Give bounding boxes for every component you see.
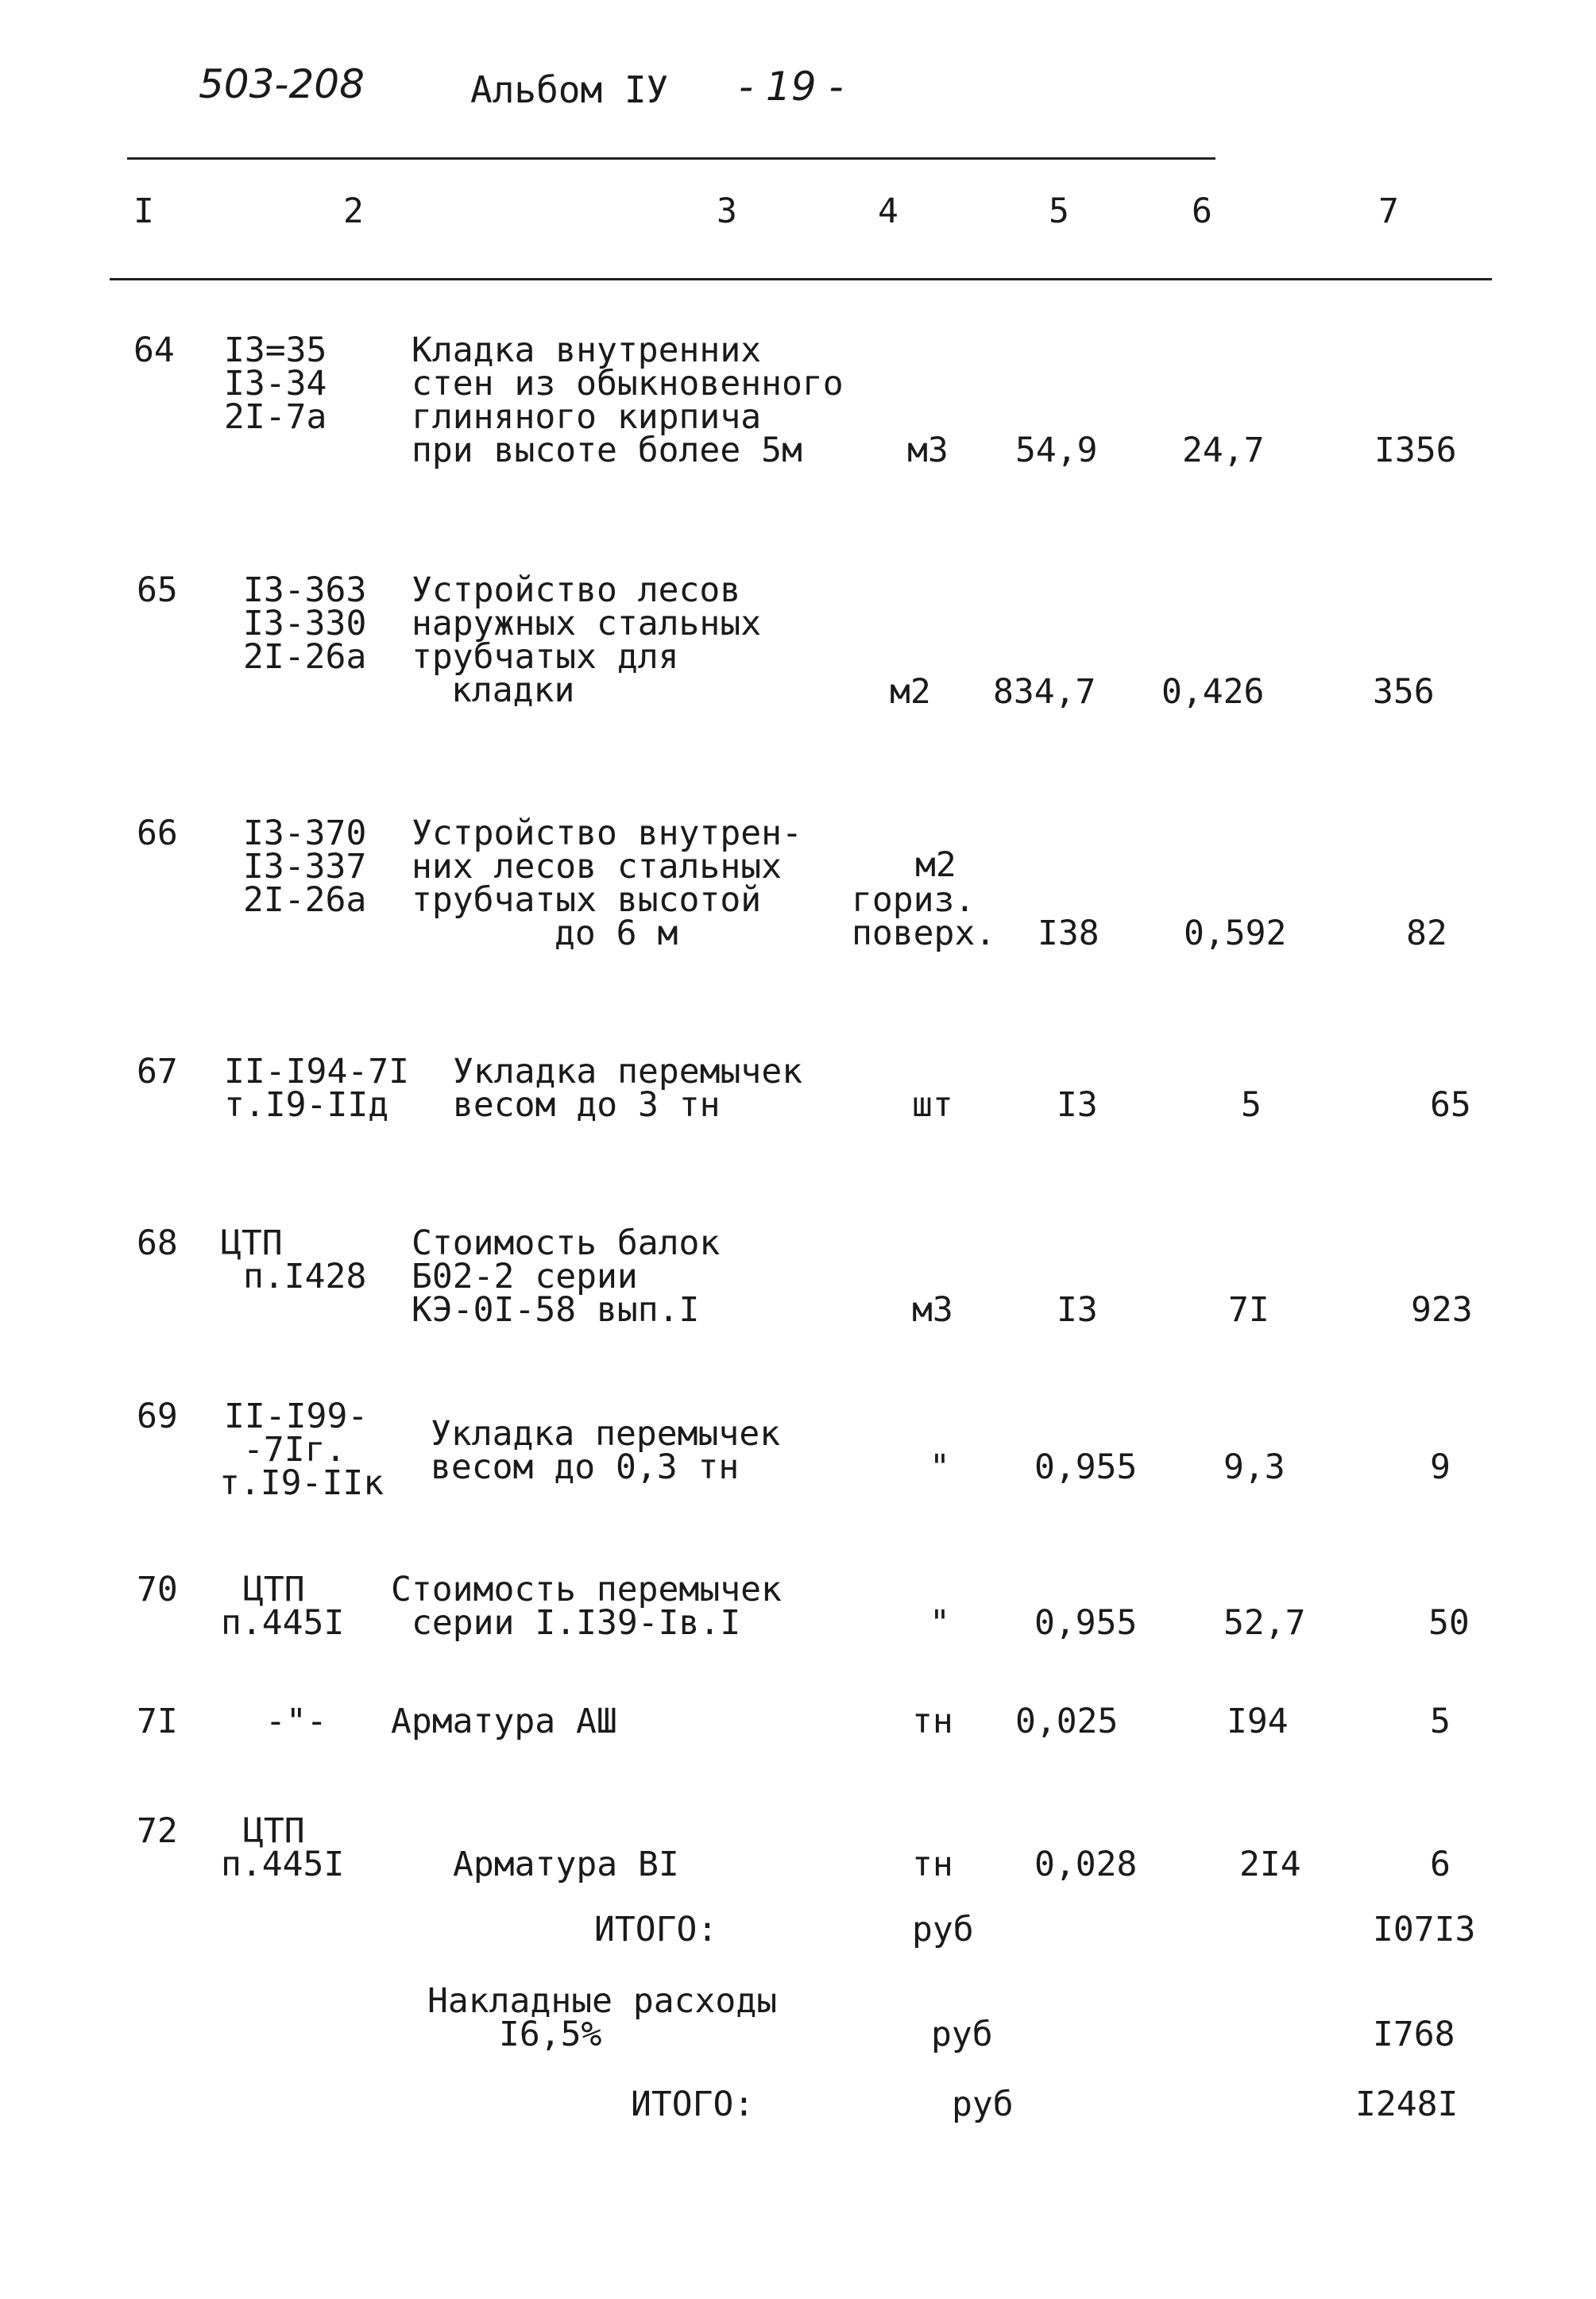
overhead-label: Накладные расходы bbox=[427, 1981, 778, 2021]
row-number: 72 bbox=[137, 1811, 178, 1851]
row-unit: " bbox=[929, 1447, 950, 1487]
row-price: 24,7 bbox=[1182, 431, 1265, 470]
row-unit: м3 bbox=[907, 431, 949, 470]
row-number: 68 bbox=[137, 1223, 178, 1263]
row-description: Стоимость балок bbox=[412, 1223, 721, 1263]
row-number: 65 bbox=[137, 570, 178, 610]
itogo-unit: руб bbox=[952, 2085, 1014, 2124]
row-qty: 834,7 bbox=[993, 672, 1096, 712]
row-description: глиняного кирпича bbox=[412, 397, 762, 437]
row-number: 64 bbox=[133, 330, 175, 370]
row-total: 356 bbox=[1373, 672, 1435, 712]
itogo-value: I07I3 bbox=[1373, 1910, 1476, 1949]
row-unit: м2 bbox=[915, 845, 956, 885]
col-header-4: 4 bbox=[878, 191, 898, 231]
row-code: I3-337 bbox=[243, 847, 367, 887]
row-qty: 54,9 bbox=[1015, 431, 1098, 470]
row-total: 6 bbox=[1430, 1845, 1451, 1884]
row-description: наружных стальных bbox=[412, 604, 762, 643]
row-description: кладки bbox=[451, 670, 575, 710]
row-description: Укладка перемычек bbox=[453, 1052, 803, 1092]
row-unit: шт bbox=[912, 1085, 953, 1125]
row-code: п.445I bbox=[221, 1603, 345, 1643]
row-unit: м3 bbox=[912, 1290, 953, 1330]
row-qty: I38 bbox=[1038, 914, 1099, 953]
row-qty: I3 bbox=[1057, 1085, 1098, 1125]
row-description: стен из обыкновенного bbox=[412, 364, 844, 404]
row-description: при высоте более 5м bbox=[412, 431, 802, 470]
page-number: - 19 - bbox=[739, 64, 844, 110]
row-code: I3-363 bbox=[243, 570, 367, 610]
row-code: II-I94-7I bbox=[224, 1052, 409, 1092]
row-code: 2I-26а bbox=[243, 637, 367, 677]
row-qty: 0,028 bbox=[1034, 1845, 1138, 1884]
row-code: I3-330 bbox=[243, 604, 367, 643]
row-code: ЦТП bbox=[243, 1811, 305, 1851]
row-unit: гориз. bbox=[852, 880, 976, 920]
header-bottom-rule bbox=[110, 278, 1492, 280]
row-qty: 0,025 bbox=[1015, 1702, 1119, 1741]
row-description: Устройство внутрен- bbox=[412, 813, 802, 853]
col-header-1: I bbox=[133, 191, 154, 231]
row-code: I3-370 bbox=[243, 813, 367, 853]
row-total: I356 bbox=[1374, 431, 1457, 470]
row-number: 66 bbox=[137, 813, 178, 853]
row-total: 50 bbox=[1428, 1603, 1470, 1643]
row-number: 67 bbox=[137, 1052, 178, 1092]
row-price: 9,3 bbox=[1223, 1447, 1285, 1487]
row-code: I3=35 bbox=[224, 330, 327, 370]
itogo-label: ИТОГО: bbox=[594, 1910, 718, 1949]
row-description: Арматура ВI bbox=[453, 1845, 679, 1884]
row-description: них лесов стальных bbox=[412, 847, 782, 887]
row-description: серии I.I39-Iв.I bbox=[412, 1603, 741, 1643]
col-header-3: 3 bbox=[717, 191, 737, 231]
row-price: 7I bbox=[1228, 1290, 1269, 1330]
album-title: Альбом IУ bbox=[470, 68, 669, 111]
itogo-value: I248I bbox=[1355, 2085, 1459, 2124]
overhead-unit: руб bbox=[931, 2015, 993, 2054]
row-code: т.I9-IIд bbox=[224, 1085, 389, 1125]
row-code: I3-34 bbox=[224, 364, 327, 404]
row-total: 9 bbox=[1430, 1447, 1451, 1487]
row-code: 2I-7а bbox=[224, 397, 327, 437]
row-code: -"- bbox=[265, 1702, 327, 1741]
itogo-unit: руб bbox=[912, 1910, 974, 1949]
row-unit: поверх. bbox=[852, 914, 996, 953]
header-top-rule bbox=[127, 157, 1215, 160]
row-code: ЦТП bbox=[243, 1570, 305, 1609]
row-price: I94 bbox=[1227, 1702, 1289, 1741]
row-price: 0,592 bbox=[1184, 914, 1287, 953]
row-code: п.I428 bbox=[243, 1257, 367, 1296]
row-price: 2I4 bbox=[1239, 1845, 1301, 1884]
overhead-value: I768 bbox=[1373, 2015, 1455, 2054]
row-total: 82 bbox=[1406, 914, 1447, 953]
row-total: 65 bbox=[1430, 1085, 1471, 1125]
row-qty: 0,955 bbox=[1034, 1447, 1138, 1487]
row-description: Арматура АШ bbox=[391, 1702, 617, 1741]
row-description: КЭ-0I-58 вып.I bbox=[412, 1290, 700, 1330]
row-description: Кладка внутренних bbox=[412, 330, 762, 370]
row-code: II-I99- bbox=[224, 1397, 369, 1436]
row-price: 52,7 bbox=[1223, 1603, 1306, 1643]
row-description: Стоимость перемычек bbox=[391, 1570, 782, 1609]
row-description: Укладка перемычек bbox=[431, 1414, 781, 1454]
row-total: 923 bbox=[1411, 1290, 1473, 1330]
row-total: 5 bbox=[1430, 1702, 1451, 1741]
row-description: весом до 3 тн bbox=[453, 1085, 721, 1125]
row-code: ЦТП bbox=[221, 1223, 283, 1263]
row-description: Устройство лесов bbox=[412, 570, 741, 610]
row-description: трубчатых высотой bbox=[412, 880, 762, 920]
col-header-6: 6 bbox=[1192, 191, 1212, 231]
row-code: -7Iг. bbox=[243, 1430, 346, 1470]
row-number: 7I bbox=[137, 1702, 178, 1741]
row-unit: " bbox=[929, 1603, 950, 1643]
row-price: 0,426 bbox=[1161, 672, 1265, 712]
row-description: Б02-2 серии bbox=[412, 1257, 638, 1296]
row-price: 5 bbox=[1241, 1085, 1262, 1125]
row-qty: I3 bbox=[1057, 1290, 1098, 1330]
row-code: т.I9-IIк bbox=[219, 1463, 385, 1503]
row-number: 70 bbox=[137, 1570, 178, 1609]
row-unit: тн bbox=[912, 1702, 953, 1741]
row-number: 69 bbox=[137, 1397, 178, 1436]
col-header-5: 5 bbox=[1049, 191, 1069, 231]
col-header-7: 7 bbox=[1378, 191, 1399, 231]
doc-code: 503-208 bbox=[199, 61, 365, 107]
row-description: весом до 0,3 тн bbox=[431, 1447, 740, 1487]
col-header-2: 2 bbox=[343, 191, 364, 231]
row-qty: 0,955 bbox=[1034, 1603, 1138, 1643]
row-unit: тн bbox=[912, 1845, 953, 1884]
row-unit: м2 bbox=[890, 672, 931, 712]
row-description: до 6 м bbox=[555, 914, 678, 953]
row-code: п.445I bbox=[221, 1845, 345, 1884]
itogo-label: ИТОГО: bbox=[631, 2085, 755, 2124]
row-code: 2I-26а bbox=[243, 880, 367, 920]
row-description: трубчатых для bbox=[412, 637, 679, 677]
overhead-rate: I6,5% bbox=[499, 2015, 602, 2054]
